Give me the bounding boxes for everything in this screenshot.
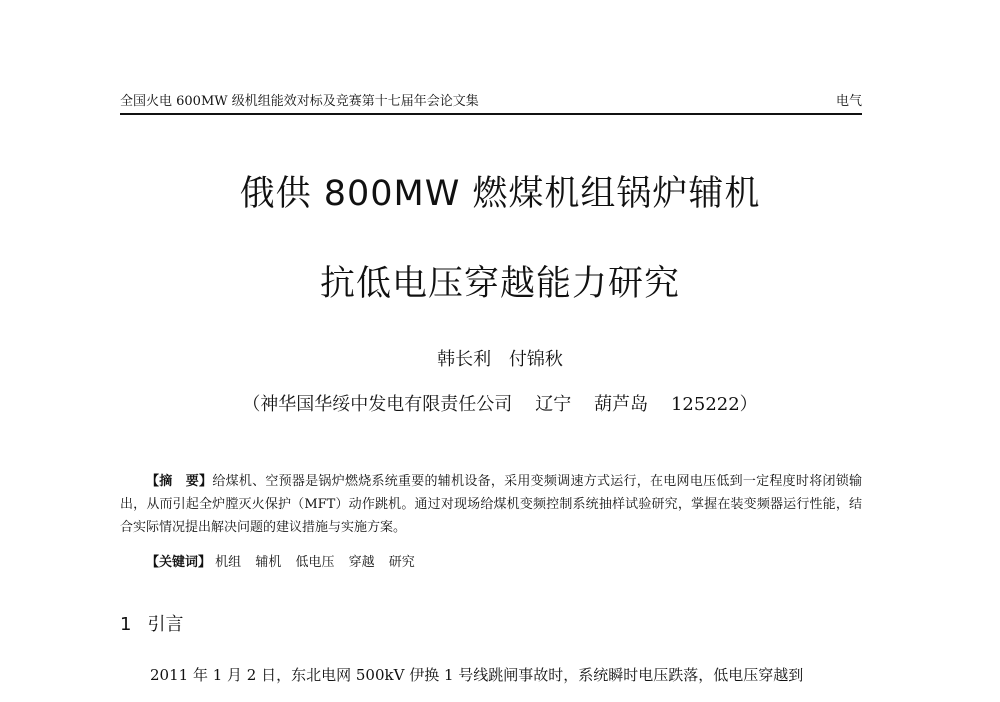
keyword: 研究 xyxy=(388,555,415,570)
body-text xyxy=(120,660,862,690)
paper-title-line-1: 俄供 800MW 燃煤机组锅炉辅机 xyxy=(239,174,761,214)
keyword: 辅机 xyxy=(255,555,282,570)
section-title: 引言 xyxy=(147,614,184,635)
section-number: 1 xyxy=(120,614,132,635)
body-paragraph: 2011 年 1 月 2 日，东北电网 500kV 伊换 1 号线跳闸事故时，系统瞬时电压跌落，低电压穿越到 xyxy=(150,666,804,684)
header-section-name: 电气 xyxy=(835,94,862,109)
author-list xyxy=(0,348,1000,372)
header-proceedings-title: 全国火电 600MW 级机组能效对标及竞赛第十七届年会论文集 xyxy=(120,94,479,109)
keywords xyxy=(146,551,862,574)
keywords-label: 【关键词】 xyxy=(146,555,212,570)
running-header xyxy=(120,92,862,112)
abstract-label: 【摘 要】 xyxy=(146,474,213,489)
author-name: 韩长利 xyxy=(437,349,492,370)
abstract-text: 给煤机、空预器是锅炉燃烧系统重要的辅机设备，采用变频调速方式运行，在电网电压低到一定程度时将闭锁输出，从而引起全炉膛灭火保护（MFT）动作跳机。通过对现场给煤机变频控制系统抽样试验研究，掌握在装变频器运行性能，结合实际情况提出解决问题的建议措施与实施方案。 xyxy=(120,474,862,535)
section-heading xyxy=(120,612,183,638)
keyword: 穿越 xyxy=(348,555,375,570)
header-rule xyxy=(120,113,862,115)
affiliation: （神华国华绥中发电有限责任公司 辽宁 葫芦岛 125222） xyxy=(242,394,758,415)
keyword: 机组 xyxy=(215,555,242,570)
keyword: 低电压 xyxy=(295,555,335,570)
abstract xyxy=(120,470,862,539)
paper-title-line-2: 抗低电压穿越能力研究 xyxy=(319,264,680,304)
author-name: 付锦秋 xyxy=(508,349,563,370)
